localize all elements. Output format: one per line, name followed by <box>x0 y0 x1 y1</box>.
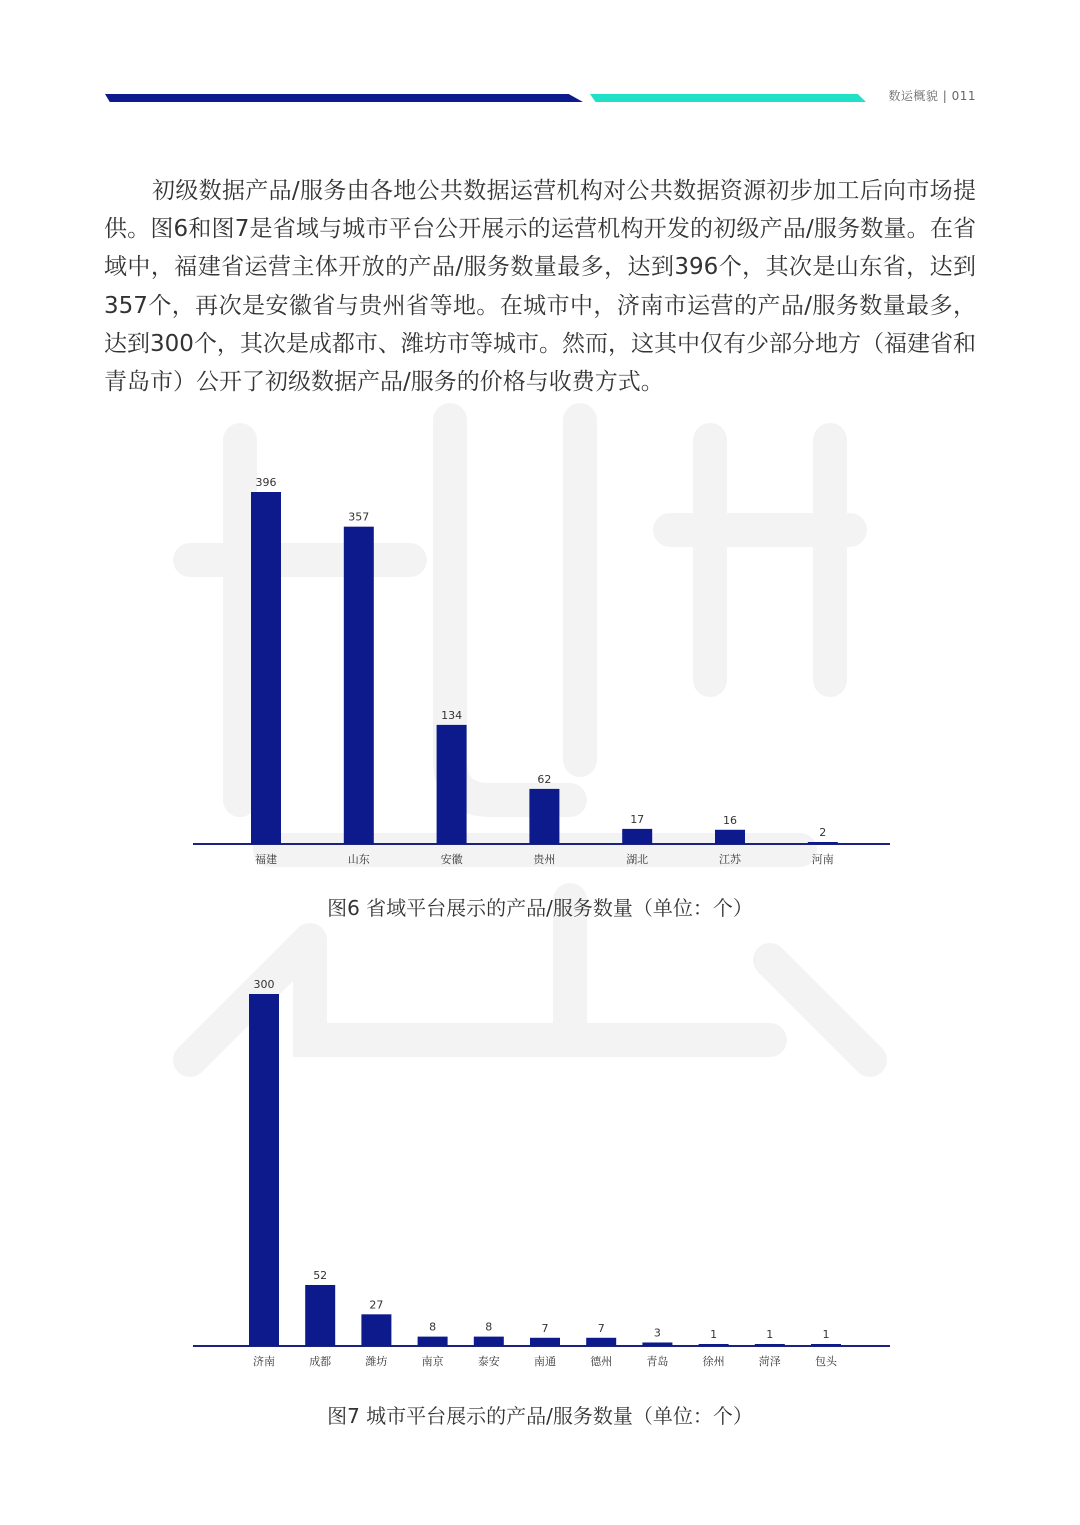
city-data-label: 7 <box>541 1321 549 1335</box>
province-bar <box>251 492 281 844</box>
chart-city <box>0 970 1080 1440</box>
city-data-label: 1 <box>822 1328 830 1341</box>
city-bar <box>642 1342 672 1346</box>
city-bar <box>474 1337 504 1346</box>
page-header-label: 数运概貌 | 011 <box>888 89 976 103</box>
province-category-label: 福建 <box>255 853 277 866</box>
province-data-label: 17 <box>630 812 645 826</box>
city-category-label: 青岛 <box>646 1355 669 1368</box>
province-data-label: 357 <box>348 510 370 524</box>
city-bar <box>811 1344 841 1346</box>
city-data-label: 8 <box>429 1320 437 1334</box>
chart-province <box>0 470 1080 940</box>
province-category-label: 江苏 <box>719 853 741 866</box>
province-data-label: 396 <box>255 476 277 489</box>
city-bar <box>418 1337 448 1346</box>
province-data-label: 16 <box>723 813 737 827</box>
city-category-label: 徐州 <box>702 1355 725 1368</box>
province-bar <box>808 842 838 844</box>
province-bar <box>715 830 745 844</box>
province-bar <box>622 829 652 844</box>
city-bar <box>586 1338 616 1346</box>
body-paragraph: 初级数据产品/服务由各地公共数据运营机构对公共数据资源初步加工后向市场提供。图6和图7是省域与城市平台公开展示的运营机构开发的初级产品/服务数量。在省域中，福建省运营主体开放的产品/服务数量最多，达到396个，其次是山东省，达到357个，再次是安徽省与贵州省等地。在城市中，济南市运营的产品/服务数量最多，达到300个，其次是成都市、潍坊市等城市。然而，这其中仅有少部分地方（福建省和青岛市）公开了初级数据产品/服务的价格与收费方式。 <box>104 178 976 396</box>
header-accent-bar-dark <box>105 94 583 102</box>
province-category-label: 河南 <box>811 853 834 866</box>
city-data-label: 1 <box>710 1328 718 1341</box>
city-bar <box>249 994 279 1346</box>
city-data-label: 300 <box>253 978 275 991</box>
chart-city-plot <box>0 970 1080 1390</box>
header-accent-bar-teal <box>590 94 866 102</box>
province-data-label: 134 <box>441 708 463 722</box>
city-data-label: 1 <box>766 1328 774 1341</box>
province-category-label: 贵州 <box>533 853 556 866</box>
city-category-label: 南京 <box>421 1355 444 1368</box>
city-bar <box>755 1344 785 1346</box>
chart-province-caption: 图6 省域平台展示的产品/服务数量（单位：个） <box>327 896 753 920</box>
city-category-label: 菏泽 <box>758 1355 781 1368</box>
city-category-label: 包头 <box>815 1355 837 1368</box>
province-bar <box>437 725 467 844</box>
city-category-label: 泰安 <box>477 1355 500 1368</box>
province-bar <box>529 789 559 844</box>
city-data-label: 8 <box>485 1320 493 1334</box>
province-category-label: 湖北 <box>626 853 649 866</box>
chart-province-plot <box>0 470 1080 890</box>
city-bar <box>530 1338 560 1346</box>
province-bar <box>344 527 374 844</box>
province-data-label: 62 <box>537 772 552 786</box>
city-category-label: 德州 <box>590 1355 613 1368</box>
city-bar <box>699 1344 729 1346</box>
province-category-label: 安徽 <box>440 853 463 866</box>
city-category-label: 南通 <box>534 1355 556 1368</box>
city-bar <box>361 1314 391 1346</box>
province-category-label: 山东 <box>347 853 370 866</box>
city-category-label: 潍坊 <box>365 1355 388 1368</box>
city-bar <box>305 1285 335 1346</box>
chart-city-caption: 图7 城市平台展示的产品/服务数量（单位：个） <box>327 1404 753 1428</box>
city-data-label: 3 <box>653 1326 661 1340</box>
city-data-label: 27 <box>369 1298 384 1312</box>
city-data-label: 7 <box>597 1321 605 1335</box>
city-data-label: 52 <box>313 1268 328 1282</box>
city-category-label: 济南 <box>253 1355 275 1368</box>
city-category-label: 成都 <box>309 1355 332 1368</box>
province-data-label: 2 <box>819 826 827 839</box>
